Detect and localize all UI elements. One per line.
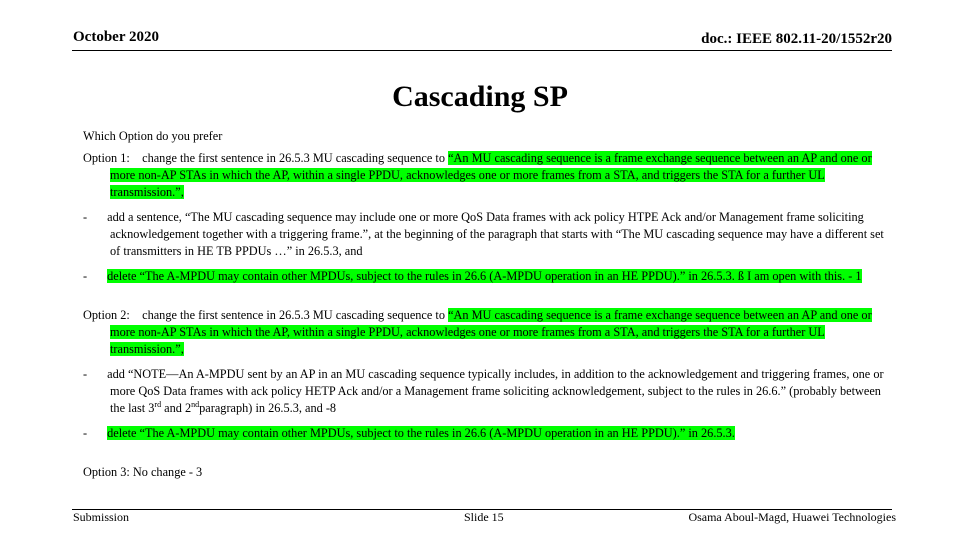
header-date: October 2020	[73, 29, 159, 45]
option-2-item-1-text-c: paragraph) in 26.5.3, and -8	[199, 401, 337, 415]
superscript-rd: rd	[154, 399, 162, 409]
option-1-item-1	[83, 209, 891, 260]
footer-submission: Submission	[73, 510, 130, 524]
question-text: Which Option do you prefer	[83, 129, 223, 143]
spacer	[83, 450, 891, 464]
bullet: -	[83, 426, 88, 440]
option-2	[83, 307, 891, 358]
option-2-item-1-text-b: and 2	[161, 401, 192, 415]
bullet: -	[83, 367, 88, 381]
superscript-nd: nd	[191, 399, 200, 409]
option-2-text: change the first sentence in 26.5.3 MU cascading sequence to	[142, 308, 449, 322]
spacer	[83, 293, 891, 307]
option-1-label: Option 1:	[83, 151, 130, 165]
option-2-item-2	[83, 425, 891, 442]
footer-slide-number: Slide 15	[464, 510, 504, 524]
option-1-text: change the first sentence in 26.5.3 MU cascading sequence to	[142, 151, 449, 165]
option-2-highlighted-text: “An MU cascading sequence is a frame exchange sequence between an AP and one or more non-AP STAs in which the AP, within a single PPDU, acknowledges one or more frames from a STA, and triggers the STA for a further UL transmission.”,	[110, 308, 872, 356]
option-3: Option 3: No change - 3	[83, 465, 203, 479]
header-doc-id: doc.: IEEE 802.11-20/1552r20	[701, 31, 892, 47]
option-1-item-2-highlighted-text: delete “The A-MPDU may contain other MPDUs, subject to the rules in 26.6 (A-MPDU operation in an HE PPDU).” in 26.5.3. ß I am open with this. - 1	[107, 269, 862, 283]
option-2-item-1	[83, 366, 891, 417]
bullet: -	[83, 210, 88, 224]
option-2-item-1-text-a: add “NOTE—An A-MPDU sent by an AP in an MU cascading sequence typically includes, in addition to the acknowledgement and triggering frames, one or more QoS Data frames with ack policy HETP Ack and/or a Management frame soliciting acknowledgement, subject to the rules in 26.6.” (probably between the last 3	[107, 367, 884, 415]
slide-body	[83, 128, 891, 481]
header-divider	[72, 50, 892, 51]
footer-author: Osama Aboul-Magd, Huawei Technologies	[688, 510, 896, 524]
bullet: -	[83, 269, 88, 283]
option-2-label: Option 2:	[83, 308, 130, 322]
option-1	[83, 150, 891, 201]
option-1-item-1-text: add a sentence, “The MU cascading sequence may include one or more QoS Data frames with ack policy HTPE Ack and/or Management frame soliciting acknowledgement together with a triggering frame.”, at the beginning of the paragraph that starts with “The MU cascading sequence may have a different set of transmitters in HE TB PPDUs …” in 26.5.3, and	[107, 210, 884, 258]
option-2-item-2-highlighted-text: delete “The A-MPDU may contain other MPDUs, subject to the rules in 26.6 (A-MPDU operation in an HE PPDU).” in 26.5.3.	[107, 426, 735, 440]
option-1-highlighted-text: “An MU cascading sequence is a frame exchange sequence between an AP and one or more non-AP STAs in which the AP, within a single PPDU, acknowledges one or more frames from a STA, and triggers the STA for a further UL transmission.”,	[110, 151, 872, 199]
slide-title: Cascading SP	[392, 80, 568, 113]
option-1-item-2	[83, 268, 891, 285]
